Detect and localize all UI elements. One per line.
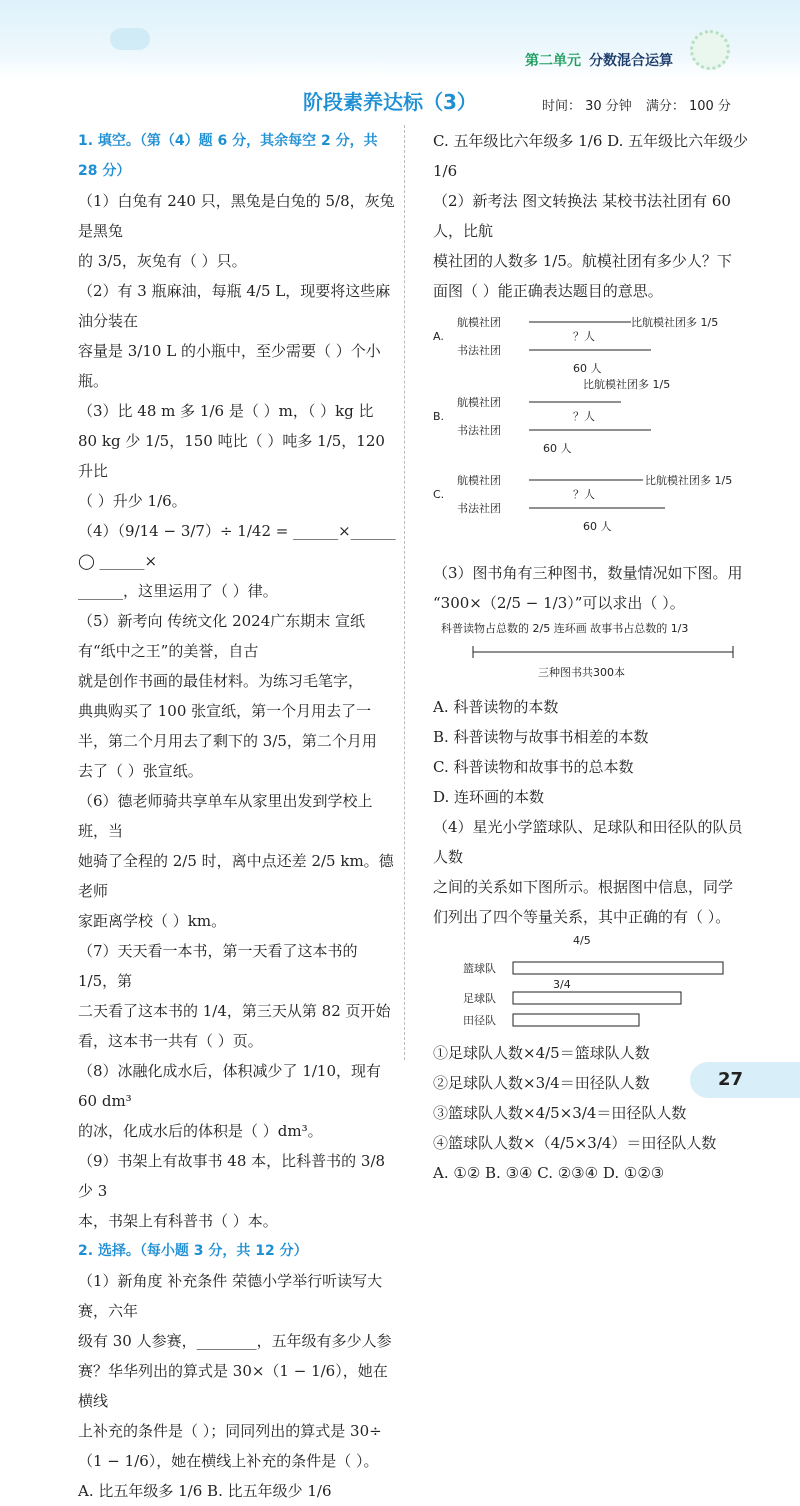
question-line: 典典购买了 100 张宣纸，第一个月用去了一 <box>78 702 372 720</box>
question-line: （3）图书角有三种图书，数量情况如下图。用 <box>433 564 743 582</box>
question-line: “300×（2/5 − 1/3）”可以求出（ ）。 <box>433 594 685 612</box>
question-line: 赛？华华列出的算式是 30×（1 − 1/6），她在横线 <box>78 1362 388 1410</box>
page-number: 27 <box>690 1062 800 1098</box>
question-line: 们列出了四个等量关系，其中正确的有（ ）。 <box>433 908 731 926</box>
diagram-top-label: 科普读物占总数的 2/5 连环画 故事书占总数的 1/3 <box>441 622 689 635</box>
question-line: 80 kg 少 1/5，150 吨比（ ）吨多 1/5，120 升比 <box>78 432 385 480</box>
cloud-decoration <box>110 28 150 50</box>
bar-label: 航模社团 <box>457 396 501 409</box>
page-title: 阶段素养达标（3） <box>303 90 477 114</box>
compare-label: 比航模社团多 1/5 <box>583 378 671 391</box>
row-label: 田径队 <box>463 1014 496 1027</box>
question-line: 家距离学校（ ）km。 <box>78 912 227 930</box>
compare-label: 比航模社团多 1/5 <box>631 316 719 329</box>
equation-option: ②足球队人数×3/4＝田径队人数 <box>433 1074 650 1092</box>
question-line: （6）德老师骑共享单车从家里出发到学校上班，当 <box>78 792 373 840</box>
flower-decoration <box>690 30 730 70</box>
left-column <box>78 126 396 1506</box>
question-line: 上补充的条件是（ ）；同同列出的算式是 30÷ <box>78 1422 382 1440</box>
option: C. 科普读物和故事书的总本数 <box>433 758 634 776</box>
book-segment-diagram <box>433 618 753 682</box>
question-line: 就是创作书画的最佳材料。为练习毛笔字， <box>78 672 364 690</box>
question-line: （2）有 3 瓶麻油，每瓶 4/5 L，现要将这些麻油分装在 <box>78 282 391 330</box>
question-line: （4）（9/14 − 3/7）÷ 1/42 = ______×______ ◯ ______× <box>78 522 396 570</box>
time-score: 时间： 30 分钟 满分： 100 分 <box>542 99 731 114</box>
unknown-label: ？人 <box>573 410 595 423</box>
question-line: 模社团的人数多 1/5。航模社团有多少人？下 <box>433 252 732 270</box>
fraction-label: 4/5 <box>573 934 591 947</box>
equation-option: ④篮球队人数×（4/5×3/4）＝田径队人数 <box>433 1134 717 1152</box>
option-label: C. <box>433 488 445 501</box>
unknown-label: ？人 <box>573 488 595 501</box>
question-line: 的 3/5，灰兔有（ ）只。 <box>78 252 247 270</box>
row-label: 篮球队 <box>463 962 496 975</box>
question-line: 的冰，化成水后的体积是（ ）dm³。 <box>78 1122 323 1140</box>
right-column <box>433 126 755 1188</box>
question-line: （1 − 1/6），她在横线上补充的条件是（ ）。 <box>78 1452 379 1470</box>
question-line: 之间的关系如下图所示。根据图中信息，同学 <box>433 878 734 896</box>
option: B. 科普读物与故事书相差的本数 <box>433 728 649 746</box>
question-line: （2）新考法 图文转换法 某校书法社团有 60 人，比航 <box>433 192 731 240</box>
question-line: （1）白兔有 240 只，黑兔是白兔的 5/8，灰兔是黑兔 <box>78 192 395 240</box>
option-label: B. <box>433 410 445 423</box>
equation-option: ③篮球队人数×4/5×3/4＝田径队人数 <box>433 1104 687 1122</box>
question-line: （1）新角度 补充条件 荣德小学举行听读写大赛，六年 <box>78 1272 383 1320</box>
section-heading: 2. 选择。（每小题 3 分，共 12 分） <box>78 1243 308 1259</box>
option-label: A. <box>433 330 444 343</box>
total-label: 60 人 <box>573 362 602 375</box>
bar-label: 航模社团 <box>457 474 501 487</box>
question-line: ______，这里运用了（ ）律。 <box>78 582 278 600</box>
question-line: （4）星光小学篮球队、足球队和田径队的队员人数 <box>433 818 743 866</box>
question-line: （ ）升少 1/6。 <box>78 492 187 510</box>
section-heading: 1. 填空。（第（4）题 6 分，其余每空 2 分，共 28 分） <box>78 133 378 179</box>
fraction-label: 3/4 <box>553 978 571 991</box>
unit-label: 第二单元 分数混合运算 <box>525 53 673 69</box>
question-line: 她骑了全程的 2/5 时，离中点还差 2/5 km。德老师 <box>78 852 394 900</box>
option: A. 科普读物的本数 <box>433 698 559 716</box>
question-line: 看，这本书一共有（ ）页。 <box>78 1032 263 1050</box>
diagram-bottom-label: 三种图书共300本 <box>538 666 625 679</box>
question-line: 二天看了这本书的 1/4，第三天从第 82 页开始 <box>78 1002 391 1020</box>
question-line: 去了（ ）张宣纸。 <box>78 762 203 780</box>
equation-option: ①足球队人数×4/5＝篮球队人数 <box>433 1044 650 1062</box>
question-line: 级有 30 人参赛，________，五年级有多少人参 <box>78 1332 392 1350</box>
question-line: （3）比 48 m 多 1/6 是（ ）m，（ ）kg 比 <box>78 402 374 420</box>
compare-label: 比航模社团多 1/5 <box>645 474 733 487</box>
bar-label: 书法社团 <box>457 502 501 515</box>
row-label: 足球队 <box>463 992 496 1005</box>
bar-label: 书法社团 <box>457 424 501 437</box>
bar-label: 航模社团 <box>457 316 501 329</box>
question-line: （8）冰融化成水后，体积减少了 1/10，现有 60 dm³ <box>78 1062 381 1110</box>
question-line: （5）新考向 传统文化 2024广东期末 宣纸有“纸中之王”的美誉，自古 <box>78 612 366 660</box>
question-line: 容量是 3/10 L 的小瓶中，至少需要（ ）个小瓶。 <box>78 342 381 390</box>
column-divider <box>404 125 405 1060</box>
question-line: A. 比五年级多 1/6 B. 比五年级少 1/6 <box>78 1482 332 1500</box>
total-label: 60 人 <box>543 442 572 455</box>
question-line: （9）书架上有故事书 48 本，比科普书的 3/8 少 3 <box>78 1152 386 1200</box>
question-line: 面图（ ）能正确表达题目的意思。 <box>433 282 663 300</box>
total-label: 60 人 <box>583 520 612 533</box>
question-line: 半，第二个月用去了剩下的 3/5，第二个月用 <box>78 732 377 750</box>
question-line: C. 五年级比六年级多 1/6 D. 五年级比六年级少 1/6 <box>433 132 749 180</box>
option: D. 连环画的本数 <box>433 788 545 806</box>
bar-label: 书法社团 <box>457 344 501 357</box>
segment-diagram-options <box>433 308 753 544</box>
unknown-label: ？人 <box>573 330 595 343</box>
answer-options: A. ①② B. ③④ C. ②③④ D. ①②③ <box>433 1164 665 1182</box>
team-segment-diagram <box>433 932 753 1028</box>
question-line: （7）天天看一本书，第一天看了这本书的 1/5，第 <box>78 942 358 990</box>
question-line: 本，书架上有科普书（ ）本。 <box>78 1212 278 1230</box>
